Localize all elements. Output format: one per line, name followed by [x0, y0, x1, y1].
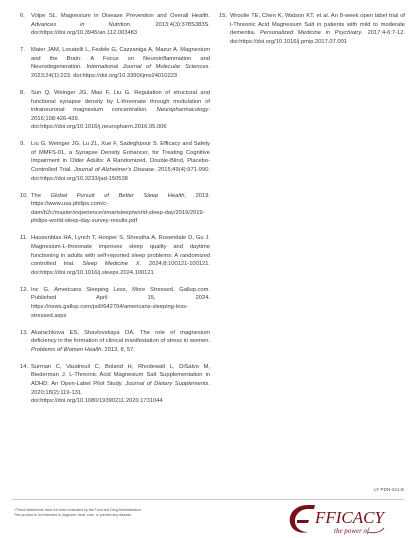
reference-number: 12.: [20, 286, 28, 293]
disclaimer-line-2: This product is not intended to diagnose, treat, cure, or prevent any disease.: [14, 513, 133, 517]
references-left-column: [20, 12, 210, 414]
reference-item: [20, 192, 210, 226]
footer-divider: [12, 499, 404, 500]
logo-wordmark: FFICACY: [315, 508, 384, 527]
logo-tagline-swash: [368, 528, 384, 533]
reference-text-segment: The: [31, 192, 51, 199]
disclaimer-line-1: †These statements have not been evaluated by the Food and Drug Administration.: [14, 508, 142, 512]
reference-number: 6.: [20, 13, 25, 19]
reference-text-segment: Wroolie TE, Chen K, Watson KT, et al. An 8-week open label trial of l-Threonic Acid Magnesium Salt in patients with mild to moderate dementia.: [230, 13, 405, 37]
reference-number: 13.: [20, 329, 28, 336]
document-id: LT-PDN-241-B: [374, 487, 404, 492]
reference-text: [31, 12, 210, 38]
reference-item: [20, 234, 210, 277]
reference-number: 7.: [20, 47, 25, 54]
reference-text-segment: Volpe SL. Magnesium in Disease Prevention and Overall Health.: [31, 13, 210, 19]
reference-text: [31, 140, 210, 183]
reference-source-title: Personalized Medicine in Psychiatry: [259, 30, 362, 37]
reference-item: [20, 12, 210, 38]
reference-text: [31, 286, 210, 320]
reference-item: [20, 46, 210, 80]
fda-disclaimer: [14, 508, 184, 518]
reference-text: [31, 46, 210, 80]
reference-text: [230, 12, 405, 46]
reference-source-title: Journal of Alzheimer's Disease: [73, 167, 155, 174]
reference-text-segment: Maier JAM, Locatelli L, Fedele G, Cazzaniga A, Mazur A. Magnesium and the Brain: A Focus on Neuroinflammation and Neurodegeneration.: [31, 47, 210, 71]
reference-number: 9.: [20, 141, 25, 148]
reference-text-segment: . 2023;24(1):223. doi:https://doi.org/10.3390/ijms24010223: [31, 64, 210, 79]
reference-text: [31, 89, 210, 132]
reference-text-segment: . 2020;18(2):119-131. doi:https://doi.org/10.1080/19390211.2020.1731044: [31, 380, 210, 405]
reference-item: [20, 140, 210, 183]
reference-text-segment: . 2017;4-6:7-12. doi:https://doi.org/10.1016/j.pmip.2017.07.001: [230, 30, 405, 45]
reference-text-segment: Sun Q, Weinger JG, Mao F, Liu G. Regulation of structural and functional synapse density by L-threonate through modulation of intraneuronal magnesium concentration.: [31, 89, 210, 114]
reference-source-title: Advances in Nutrition: [31, 21, 130, 28]
reference-text-segment: . 2013, 8, 57.: [101, 346, 135, 353]
reference-text-segment: . 2024;8:100121-100121. doi:https://doi.org/10.1016/j.sleepx.2024.100121: [31, 261, 210, 276]
reference-text-segment: . 2015;49(4):971-990. doi:https://doi.org/10.3233/jad-150538: [31, 167, 210, 182]
reference-text-segment: Liu G, Weinger JG, Lu ZL, Xue F, Sadeghpour S. Efficacy and Safety of MMFS-01, a Synapse Density Enhancer, for Treating Cognitive Impairment in Older Adults: A Randomized, Double-Blind, Placebo-Controlled Trial.: [31, 141, 210, 174]
reference-text: [31, 234, 210, 277]
reference-item: [20, 329, 210, 355]
reference-source-title: Neuropharmacology: [156, 107, 209, 114]
efficacy-logo: [284, 501, 404, 537]
reference-source-title: Sleep Medicine X: [82, 261, 140, 268]
reference-text: [31, 363, 210, 406]
reference-source-title: Journal of Dietary Supplements: [125, 380, 209, 387]
reference-text: [31, 329, 210, 355]
logo-tagline: the power of: [334, 527, 369, 535]
reference-source-title: International Journal of Molecular Sciences: [86, 64, 209, 71]
reference-text-segment: Surman C, Vaudreuil C, Boland H, Rhodewalt L, DiSalvo M, Biederman J. L-Threonic Acid Magnesium Salt Supplementation in ADHD: An Open-Label Pilot Study.: [31, 363, 210, 387]
reference-item: [219, 12, 405, 46]
reference-text-segment: Hausenblas HA, Lynch T, Hooper S, Shrestha A, Rosendale D, Gu J. Magnesium-L-threonate improves sleep quality and daytime functioning in adults with self-reported sleep problems: A randomized controlled trial.: [31, 235, 210, 268]
reference-number: 11.: [20, 235, 28, 242]
reference-text: [31, 192, 210, 226]
reference-number: 8.: [20, 89, 25, 96]
logo-swoosh-e-icon: [290, 505, 315, 533]
reference-text-segment: . 2016;108:426-439. doi:https://doi.org/10.1016/j.neuropharm.2016.05.006: [31, 107, 210, 131]
reference-text-segment: Akarachkova ES, Shavlovskaya OA. The role of magnesium deficiency in the formation of clinical manifestation of stress in women.: [31, 329, 210, 345]
reference-source-title: Global Pursuit of Better Sleep Health: [50, 192, 185, 199]
reference-item: [20, 89, 210, 132]
reference-text-segment: . 2013;4(3):378S383S. doi:https://doi.org/10.3945/an.112.003483: [31, 21, 210, 37]
reference-text-segment: Inc G. Americans Sleeping Less, More Stressed. Gallup.com. Published April 15, 2024. https://news.gallup.com/poll/642704/americans-sleeping-less-stressed.aspx: [31, 286, 210, 319]
references-right-column: [219, 12, 405, 55]
reference-number: 15.: [219, 13, 227, 19]
reference-number: 10.: [20, 192, 28, 199]
reference-number: 14.: [20, 363, 28, 370]
reference-source-title: Problems of Women Health: [31, 346, 102, 353]
reference-item: [20, 363, 210, 406]
reference-item: [20, 286, 210, 320]
reference-text-segment: , 2019. https://www.usa.philips.com/c-dam/b2c/master/experience/smartsleep/world-sleep-day/2019/2019-philips-world-sleep-day-survey-results.pdf: [31, 192, 210, 225]
